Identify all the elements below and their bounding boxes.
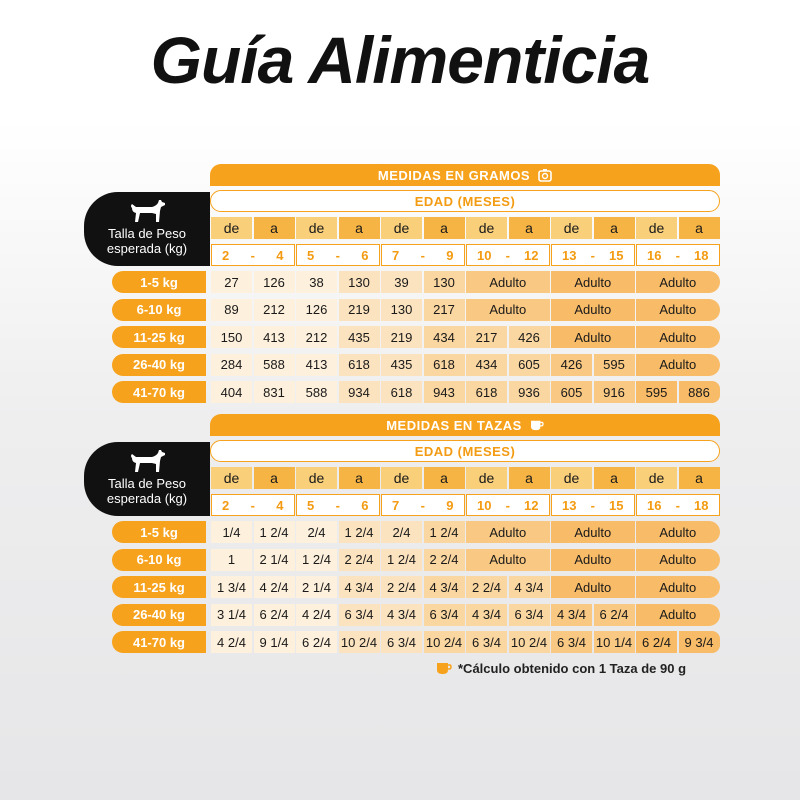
value-cell: 6 3/4 — [466, 631, 507, 653]
value-cell: 1 2/4 — [339, 521, 380, 543]
value-cell: 38 — [296, 271, 337, 293]
value-cell: 916 — [594, 381, 635, 403]
value-cell: 588 — [296, 381, 337, 403]
header-to: a — [424, 217, 465, 239]
section-gramos — [0, 164, 800, 414]
header-to: a — [254, 467, 295, 489]
age-range-from: 7 — [392, 247, 400, 263]
age-range-sep: - — [250, 497, 255, 513]
adult-cell: Adulto — [636, 326, 720, 348]
age-range-to: 9 — [446, 497, 454, 513]
value-cell: 150 — [211, 326, 252, 348]
header-from: de — [296, 467, 337, 489]
value-cell: 1 2/4 — [254, 521, 295, 543]
header-to: a — [679, 217, 720, 239]
weight-size-badge — [84, 192, 210, 266]
value-cell: 4 2/4 — [296, 604, 337, 626]
adult-cell: Adulto — [636, 271, 720, 293]
value-cell: 27 — [211, 271, 252, 293]
value-cell: 595 — [636, 381, 677, 403]
page-title: Guía Alimenticia — [150, 23, 650, 97]
age-range-to: 15 — [609, 497, 624, 513]
age-range-from: 16 — [647, 497, 662, 513]
value-cell: 595 — [594, 354, 635, 376]
age-range-to: 18 — [694, 247, 709, 263]
age-header: EDAD (MESES) — [210, 440, 720, 462]
value-cell: 10 2/4 — [339, 631, 380, 653]
value-cell: 284 — [211, 354, 252, 376]
age-range-from: 13 — [562, 497, 577, 513]
value-cell: 6 3/4 — [381, 631, 422, 653]
weight-row-label: 26-40 kg — [112, 354, 206, 376]
age-range-from: 10 — [477, 497, 492, 513]
age-range-sep: - — [675, 497, 680, 513]
adult-cell: Adulto — [636, 549, 720, 571]
age-range — [466, 244, 550, 266]
age-range — [296, 494, 380, 516]
header-from: de — [381, 217, 422, 239]
value-cell: 434 — [466, 354, 507, 376]
age-range — [211, 244, 295, 266]
value-cell: 831 — [254, 381, 295, 403]
dog-icon — [128, 198, 168, 229]
age-range-from: 7 — [392, 497, 400, 513]
header-to: a — [339, 217, 380, 239]
header-to: a — [509, 217, 550, 239]
section-banner-title: MEDIDAS EN GRAMOS — [377, 167, 531, 183]
adult-cell: Adulto — [636, 354, 720, 376]
value-cell: 3 1/4 — [211, 604, 252, 626]
header-from: de — [211, 217, 252, 239]
value-cell: 130 — [339, 271, 380, 293]
age-range-sep: - — [335, 497, 340, 513]
value-cell: 588 — [254, 354, 295, 376]
value-cell: 126 — [296, 299, 337, 321]
age-range-to: 18 — [694, 497, 709, 513]
age-range — [381, 494, 465, 516]
value-cell: 217 — [466, 326, 507, 348]
badge-label-line2: esperada (kg) — [106, 491, 188, 506]
age-range-from: 2 — [222, 247, 230, 263]
age-range-to: 9 — [446, 247, 454, 263]
adult-cell: Adulto — [551, 271, 635, 293]
adult-cell: Adulto — [466, 299, 550, 321]
value-cell: 2 1/4 — [296, 576, 337, 598]
value-cell: 1/4 — [211, 521, 252, 543]
age-range-to: 12 — [524, 497, 539, 513]
value-cell: 605 — [509, 354, 550, 376]
value-cell: 618 — [424, 354, 465, 376]
badge-label — [84, 226, 210, 256]
age-range — [296, 244, 380, 266]
value-cell: 217 — [424, 299, 465, 321]
value-cell: 2 1/4 — [254, 549, 295, 571]
value-cell: 4 3/4 — [466, 604, 507, 626]
value-cell: 936 — [509, 381, 550, 403]
age-range-to: 12 — [524, 247, 539, 263]
value-cell: 2 2/4 — [381, 576, 422, 598]
age-range-sep: - — [505, 497, 510, 513]
age-range-sep: - — [590, 497, 595, 513]
value-cell: 1 2/4 — [381, 549, 422, 571]
value-cell: 886 — [679, 381, 720, 403]
value-cell: 212 — [254, 299, 295, 321]
age-range-sep: - — [420, 247, 425, 263]
age-range-sep: - — [675, 247, 680, 263]
section-banner — [210, 414, 720, 436]
header-to: a — [679, 467, 720, 489]
value-cell: 413 — [296, 354, 337, 376]
value-cell: 605 — [551, 381, 592, 403]
adult-cell: Adulto — [466, 549, 550, 571]
header-from: de — [381, 467, 422, 489]
weight-row-label: 41-70 kg — [112, 381, 206, 403]
badge-label-line1: Talla de Peso — [107, 476, 187, 491]
value-cell: 9 3/4 — [679, 631, 720, 653]
value-cell: 6 2/4 — [636, 631, 677, 653]
age-range-from: 16 — [647, 247, 662, 263]
age-range-sep: - — [420, 497, 425, 513]
header-from: de — [551, 217, 592, 239]
header-to: a — [424, 467, 465, 489]
weight-row-label: 1-5 kg — [112, 521, 206, 543]
value-cell: 4 3/4 — [381, 604, 422, 626]
header-to: a — [509, 467, 550, 489]
weight-row-label: 11-25 kg — [112, 326, 206, 348]
adult-cell: Adulto — [466, 521, 550, 543]
value-cell: 4 3/4 — [339, 576, 380, 598]
badge-label — [84, 476, 210, 506]
value-cell: 1 — [211, 549, 252, 571]
value-cell: 4 3/4 — [509, 576, 550, 598]
value-cell: 618 — [381, 381, 422, 403]
value-cell: 4 3/4 — [551, 604, 592, 626]
age-range-from: 13 — [562, 247, 577, 263]
value-cell: 9 1/4 — [254, 631, 295, 653]
age-range — [551, 244, 635, 266]
value-cell: 6 3/4 — [339, 604, 380, 626]
footnote-text: *Cálculo obtenido con 1 Taza de 90 g — [458, 660, 687, 676]
badge-label-line2: esperada (kg) — [106, 241, 188, 256]
value-cell: 2 2/4 — [466, 576, 507, 598]
age-range-to: 4 — [276, 247, 284, 263]
weight-row-label: 26-40 kg — [112, 604, 206, 626]
value-cell: 126 — [254, 271, 295, 293]
value-cell: 10 2/4 — [509, 631, 550, 653]
value-cell: 212 — [296, 326, 337, 348]
age-range-from: 5 — [307, 497, 315, 513]
age-range-sep: - — [335, 247, 340, 263]
footnote — [436, 658, 686, 678]
value-cell: 426 — [509, 326, 550, 348]
header-from: de — [296, 217, 337, 239]
cup-icon — [436, 661, 452, 675]
adult-cell: Adulto — [636, 299, 720, 321]
weight-size-badge — [84, 442, 210, 516]
header-to: a — [339, 467, 380, 489]
adult-cell: Adulto — [636, 604, 720, 626]
badge-label-line1: Talla de Peso — [107, 226, 187, 241]
value-cell: 1 2/4 — [296, 549, 337, 571]
age-range-sep: - — [505, 247, 510, 263]
age-range — [636, 494, 720, 516]
header-from: de — [211, 467, 252, 489]
value-cell: 618 — [339, 354, 380, 376]
age-range-from: 10 — [477, 247, 492, 263]
value-cell: 6 3/4 — [551, 631, 592, 653]
weight-row-label: 6-10 kg — [112, 299, 206, 321]
header-to: a — [594, 467, 635, 489]
value-cell: 2/4 — [296, 521, 337, 543]
weight-row-label: 1-5 kg — [112, 271, 206, 293]
age-range-to: 6 — [361, 247, 369, 263]
age-range-to: 4 — [276, 497, 284, 513]
value-cell: 434 — [424, 326, 465, 348]
adult-cell: Adulto — [551, 521, 635, 543]
value-cell: 404 — [211, 381, 252, 403]
adult-cell: Adulto — [466, 271, 550, 293]
adult-cell: Adulto — [551, 576, 635, 598]
value-cell: 10 1/4 — [594, 631, 635, 653]
adult-cell: Adulto — [551, 326, 635, 348]
value-cell: 618 — [466, 381, 507, 403]
age-range — [636, 244, 720, 266]
header-from: de — [551, 467, 592, 489]
age-range — [381, 244, 465, 266]
age-range — [211, 494, 295, 516]
value-cell: 934 — [339, 381, 380, 403]
value-cell: 130 — [424, 271, 465, 293]
header-from: de — [636, 467, 677, 489]
value-cell: 6 3/4 — [424, 604, 465, 626]
weight-row-label: 11-25 kg — [112, 576, 206, 598]
age-range-to: 15 — [609, 247, 624, 263]
age-range-sep: - — [590, 247, 595, 263]
adult-cell: Adulto — [636, 576, 720, 598]
cup-icon — [530, 419, 544, 431]
value-cell: 435 — [381, 354, 422, 376]
value-cell: 6 3/4 — [509, 604, 550, 626]
header-from: de — [636, 217, 677, 239]
value-cell: 4 2/4 — [211, 631, 252, 653]
age-header: EDAD (MESES) — [210, 190, 720, 212]
adult-cell: Adulto — [636, 521, 720, 543]
header-from: de — [466, 217, 507, 239]
age-range-from: 5 — [307, 247, 315, 263]
value-cell: 943 — [424, 381, 465, 403]
weight-row-label: 41-70 kg — [112, 631, 206, 653]
value-cell: 6 2/4 — [296, 631, 337, 653]
header-to: a — [594, 217, 635, 239]
header-to: a — [254, 217, 295, 239]
value-cell: 130 — [381, 299, 422, 321]
weight-row-label: 6-10 kg — [112, 549, 206, 571]
adult-cell: Adulto — [551, 299, 635, 321]
dog-icon — [128, 448, 168, 479]
value-cell: 10 2/4 — [424, 631, 465, 653]
value-cell: 426 — [551, 354, 592, 376]
value-cell: 1 3/4 — [211, 576, 252, 598]
section-banner-title: MEDIDAS EN TAZAS — [386, 417, 522, 433]
adult-cell: Adulto — [551, 549, 635, 571]
value-cell: 6 2/4 — [594, 604, 635, 626]
age-range-from: 2 — [222, 497, 230, 513]
age-range-sep: - — [250, 247, 255, 263]
scale-icon — [538, 168, 552, 182]
value-cell: 1 2/4 — [424, 521, 465, 543]
value-cell: 39 — [381, 271, 422, 293]
value-cell: 435 — [339, 326, 380, 348]
value-cell: 6 2/4 — [254, 604, 295, 626]
section-banner — [210, 164, 720, 186]
value-cell: 2/4 — [381, 521, 422, 543]
section-tazas — [0, 414, 800, 664]
value-cell: 89 — [211, 299, 252, 321]
value-cell: 4 3/4 — [424, 576, 465, 598]
value-cell: 2 2/4 — [339, 549, 380, 571]
header-from: de — [466, 467, 507, 489]
age-range — [466, 494, 550, 516]
age-range — [551, 494, 635, 516]
value-cell: 219 — [381, 326, 422, 348]
value-cell: 2 2/4 — [424, 549, 465, 571]
value-cell: 219 — [339, 299, 380, 321]
value-cell: 4 2/4 — [254, 576, 295, 598]
age-range-to: 6 — [361, 497, 369, 513]
value-cell: 413 — [254, 326, 295, 348]
